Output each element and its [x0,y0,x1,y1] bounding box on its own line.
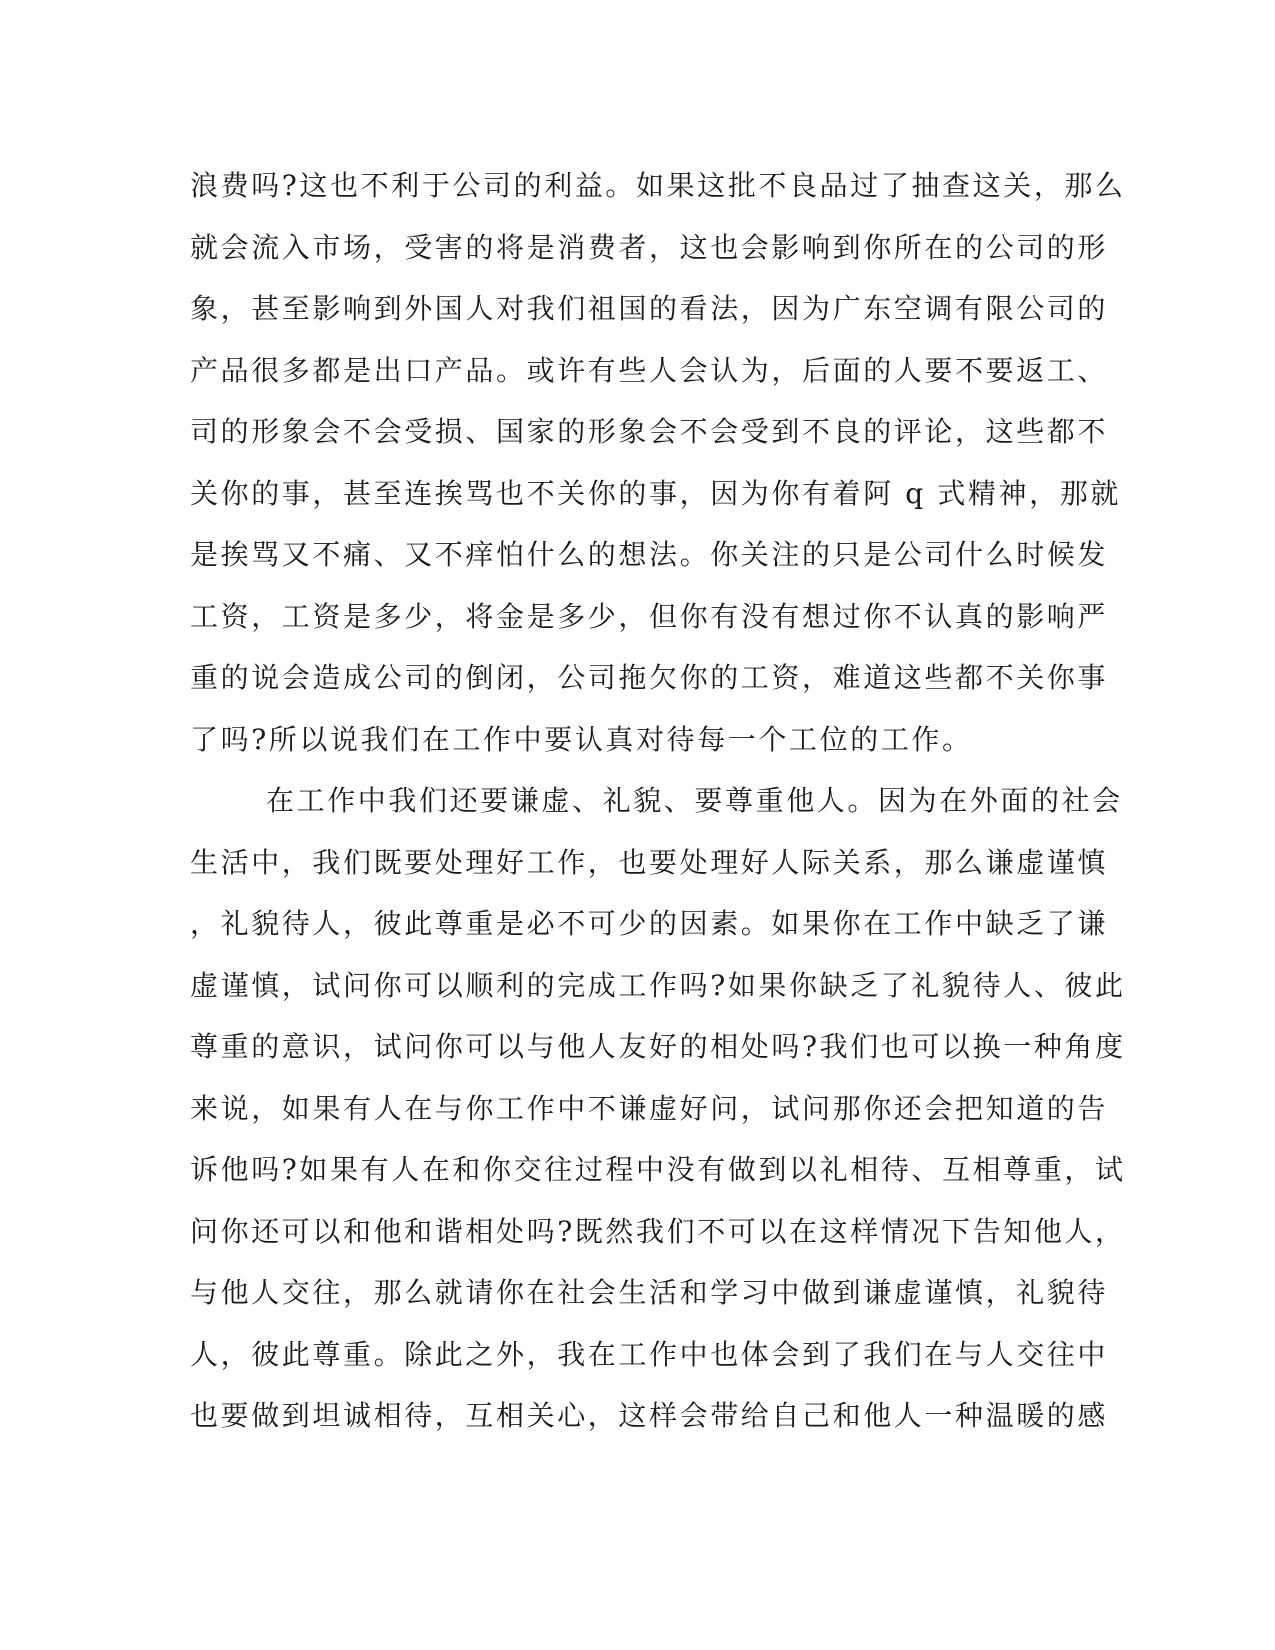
text-line: ，礼貌待人，彼此尊重是必不可少的因素。如果你在工作中缺乏了谦 [190,907,1109,940]
document-body [190,155,1126,1447]
paragraph-2 [190,770,1126,1447]
text-line: 关你的事，甚至连挨骂也不关你的事，因为你有着阿 q 式精神，那就 [190,476,1121,510]
text-line: 重的说会造成公司的倒闭，公司拖欠你的工资，难道这些都不关你事 [190,661,1109,694]
text-line: 与他人交往，那么就请你在社会生活和学习中做到谦虚谨慎，礼貌待 [190,1276,1109,1309]
text-line: 了吗?所以说我们在工作中要认真对待每一个工位的工作。 [190,722,973,756]
text-line: 人，彼此尊重。除此之外，我在工作中也体会到了我们在与人交往中 [190,1337,1109,1371]
text-line: 是挨骂又不痛、又不痒怕什么的想法。你关注的只是公司什么时候发 [190,538,1109,571]
text-line: 产品很多都是出口产品。或许有些人会认为，后面的人要不要返工、 [190,353,1109,387]
paragraph-1 [190,155,1126,770]
text-line-indented: 在工作中我们还要谦虚、礼貌、要尊重他人。因为在外面的社会 [266,784,1123,817]
text-line: 象，甚至影响到外国人对我们祖国的看法，因为广东空调有限公司的 [190,292,1109,325]
text-line: 诉他吗?如果有人在和你交往过程中没有做到以礼相待、互相尊重，试 [190,1153,1126,1186]
text-line: 问你还可以和他和谐相处吗?既然我们不可以在这样情况下告知他人， [190,1214,1126,1248]
text-line: 工资，工资是多少，将金是多少，但你有没有想过你不认真的影响严 [190,599,1109,633]
text-line: 也要做到坦诚相待，互相关心，这样会带给自己和他人一种温暖的感 [190,1399,1109,1432]
text-line: 生活中，我们既要处理好工作，也要处理好人际关系，那么谦虚谨慎 [190,845,1109,879]
text-line: 就会流入市场，受害的将是消费者，这也会影响到你所在的公司的形 [190,230,1109,264]
text-line: 虚谨慎，试问你可以顺利的完成工作吗?如果你缺乏了礼貌待人、彼此 [190,968,1126,1002]
text-line: 尊重的意识，试问你可以与他人友好的相处吗?我们也可以换一种角度 [190,1030,1126,1063]
text-line: 司的形象会不会受损、国家的形象会不会受到不良的评论，这些都不 [190,415,1109,448]
text-line: 来说，如果有人在与你工作中不谦虚好问，试问那你还会把知道的告 [190,1091,1109,1125]
text-line: 浪费吗?这也不利于公司的利益。如果这批不良品过了抽查这关，那么 [190,169,1126,202]
